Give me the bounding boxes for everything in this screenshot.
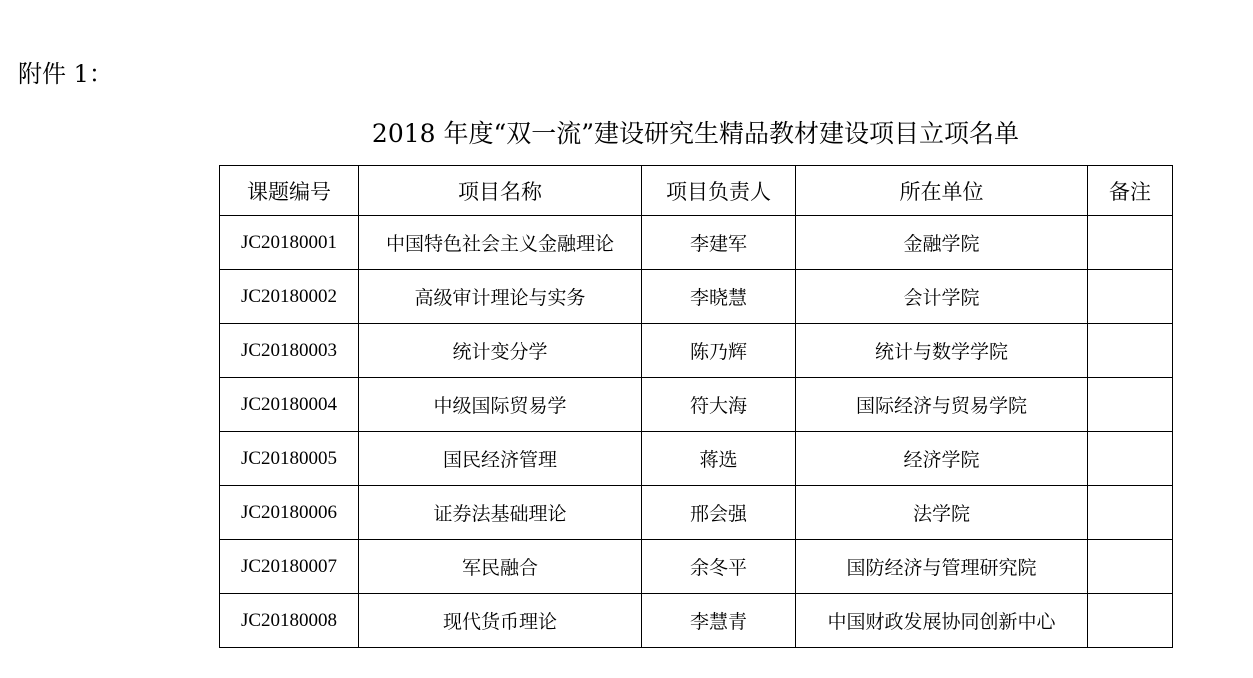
cell-project-name: 现代货币理论 [359, 594, 642, 648]
cell-code: JC20180008 [220, 594, 359, 648]
table-row [220, 378, 1173, 432]
cell-leader: 李建军 [642, 216, 796, 270]
cell-project-name: 证券法基础理论 [359, 486, 642, 540]
table-row [220, 432, 1173, 486]
header-code: 课题编号 [220, 166, 359, 216]
table-header-row [220, 166, 1173, 216]
cell-note [1088, 486, 1173, 540]
attachment-label: 附件 1： [18, 60, 113, 88]
cell-unit: 金融学院 [796, 216, 1088, 270]
cell-leader: 李晓慧 [642, 270, 796, 324]
cell-project-name: 中级国际贸易学 [359, 378, 642, 432]
table-row [220, 270, 1173, 324]
cell-unit: 会计学院 [796, 270, 1088, 324]
cell-code: JC20180003 [220, 324, 359, 378]
cell-code: JC20180001 [220, 216, 359, 270]
cell-unit: 法学院 [796, 486, 1088, 540]
header-leader: 项目负责人 [642, 166, 796, 216]
table-row [220, 486, 1173, 540]
cell-note [1088, 432, 1173, 486]
cell-project-name: 中国特色社会主义金融理论 [359, 216, 642, 270]
cell-leader: 邢会强 [642, 486, 796, 540]
cell-unit: 统计与数学学院 [796, 324, 1088, 378]
cell-unit: 中国财政发展协同创新中心 [796, 594, 1088, 648]
document-title: 2018 年度“双一流”建设研究生精品教材建设项目立项名单 [371, 119, 1020, 148]
header-note: 备注 [1088, 166, 1173, 216]
cell-project-name: 高级审计理论与实务 [359, 270, 642, 324]
cell-unit: 国际经济与贸易学院 [796, 378, 1088, 432]
cell-unit: 国防经济与管理研究院 [796, 540, 1088, 594]
cell-note [1088, 594, 1173, 648]
cell-project-name: 国民经济管理 [359, 432, 642, 486]
cell-note [1088, 216, 1173, 270]
cell-code: JC20180006 [220, 486, 359, 540]
header-unit: 所在单位 [796, 166, 1088, 216]
cell-leader: 陈乃辉 [642, 324, 796, 378]
project-list-table [219, 165, 1173, 648]
header-project-name: 项目名称 [359, 166, 642, 216]
cell-note [1088, 378, 1173, 432]
cell-code: JC20180007 [220, 540, 359, 594]
cell-leader: 余冬平 [642, 540, 796, 594]
cell-unit: 经济学院 [796, 432, 1088, 486]
cell-code: JC20180005 [220, 432, 359, 486]
cell-note [1088, 270, 1173, 324]
table-row [220, 216, 1173, 270]
cell-leader: 蒋选 [642, 432, 796, 486]
table-row [220, 540, 1173, 594]
table-row [220, 594, 1173, 648]
cell-leader: 符大海 [642, 378, 796, 432]
table-row [220, 324, 1173, 378]
cell-note [1088, 324, 1173, 378]
cell-project-name: 军民融合 [359, 540, 642, 594]
cell-code: JC20180002 [220, 270, 359, 324]
cell-project-name: 统计变分学 [359, 324, 642, 378]
cell-code: JC20180004 [220, 378, 359, 432]
cell-note [1088, 540, 1173, 594]
cell-leader: 李慧青 [642, 594, 796, 648]
